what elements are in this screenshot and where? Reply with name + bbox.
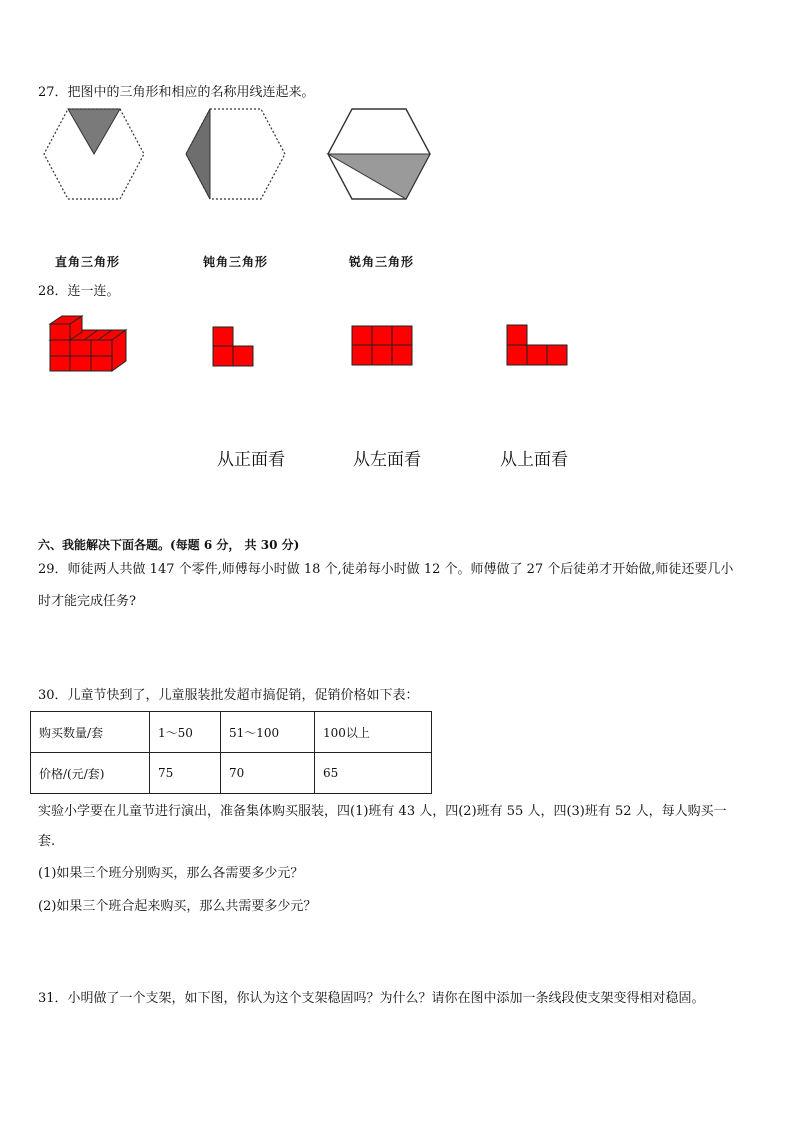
view-grid (352, 326, 412, 365)
q30-prompt: 30．儿童节快到了，儿童服装批发超市搞促销，促销价格如下表： (38, 688, 419, 703)
q27-label-right: 直角三角形 (55, 255, 121, 269)
q28-label-front: 从正面看 (217, 450, 285, 470)
hexagon-right-figure (328, 109, 430, 199)
q30-text2: 套. (38, 834, 56, 849)
table-cell: 100以上 (315, 712, 432, 753)
table-cell: 1～50 (150, 712, 221, 753)
section-heading: 六、我能解决下面各题。(每题 6 分， 共 30 分) (38, 538, 300, 552)
table-cell: 51～100 (221, 712, 315, 753)
q27-figures (40, 106, 440, 202)
view-l-small (213, 327, 253, 366)
table-row (31, 712, 432, 753)
table-row (31, 753, 432, 794)
q29-line1: 29．师徒两人共做 147 个零件,师傅每小时做 18 个,徒弟每小时做 12 个。师傅做了 27 个后徒弟才开始做,师徒还要几小 (38, 562, 734, 577)
q28-figures (44, 310, 584, 376)
q28-label-left: 从左面看 (353, 450, 421, 470)
q28-label-top: 从上面看 (500, 450, 568, 470)
q29-line2: 时才能完成任务? (38, 594, 136, 609)
q31-prompt: 31．小明做了一个支架，如下图，你认为这个支架稳固吗？为什么？请你在图中添加一条线段使支架变得相对稳固。 (38, 991, 705, 1006)
q28-prompt: 28．连一连。 (38, 284, 120, 299)
table-cell: 购买数量/套 (31, 712, 150, 753)
q30-sub1: (1)如果三个班分别购买，那么各需要多少元？ (38, 866, 304, 881)
q27-prompt: 27．把图中的三角形和相应的名称用线连起来。 (38, 85, 315, 100)
q30-text1: 实验小学要在儿童节进行演出，准备集体购买服装，四(1)班有 43 人，四(2)班有 55 人，四(3)班有 52 人，每人购买一 (38, 804, 727, 819)
table-cell: 价格/(元/套) (31, 753, 150, 794)
q30-sub2: (2)如果三个班合起来购买，那么共需要多少元？ (38, 899, 317, 914)
hexagon-obtuse-figure (186, 109, 285, 199)
view-l-long (507, 325, 567, 365)
table-cell: 70 (221, 753, 315, 794)
q27-label-obtuse: 钝角三角形 (203, 255, 269, 269)
price-table (30, 711, 432, 794)
table-cell: 75 (150, 753, 221, 794)
hexagon-acute-figure (44, 109, 144, 199)
table-cell: 65 (315, 753, 432, 794)
q27-label-acute: 锐角三角形 (349, 255, 415, 269)
cube-stack-3d (50, 316, 126, 371)
